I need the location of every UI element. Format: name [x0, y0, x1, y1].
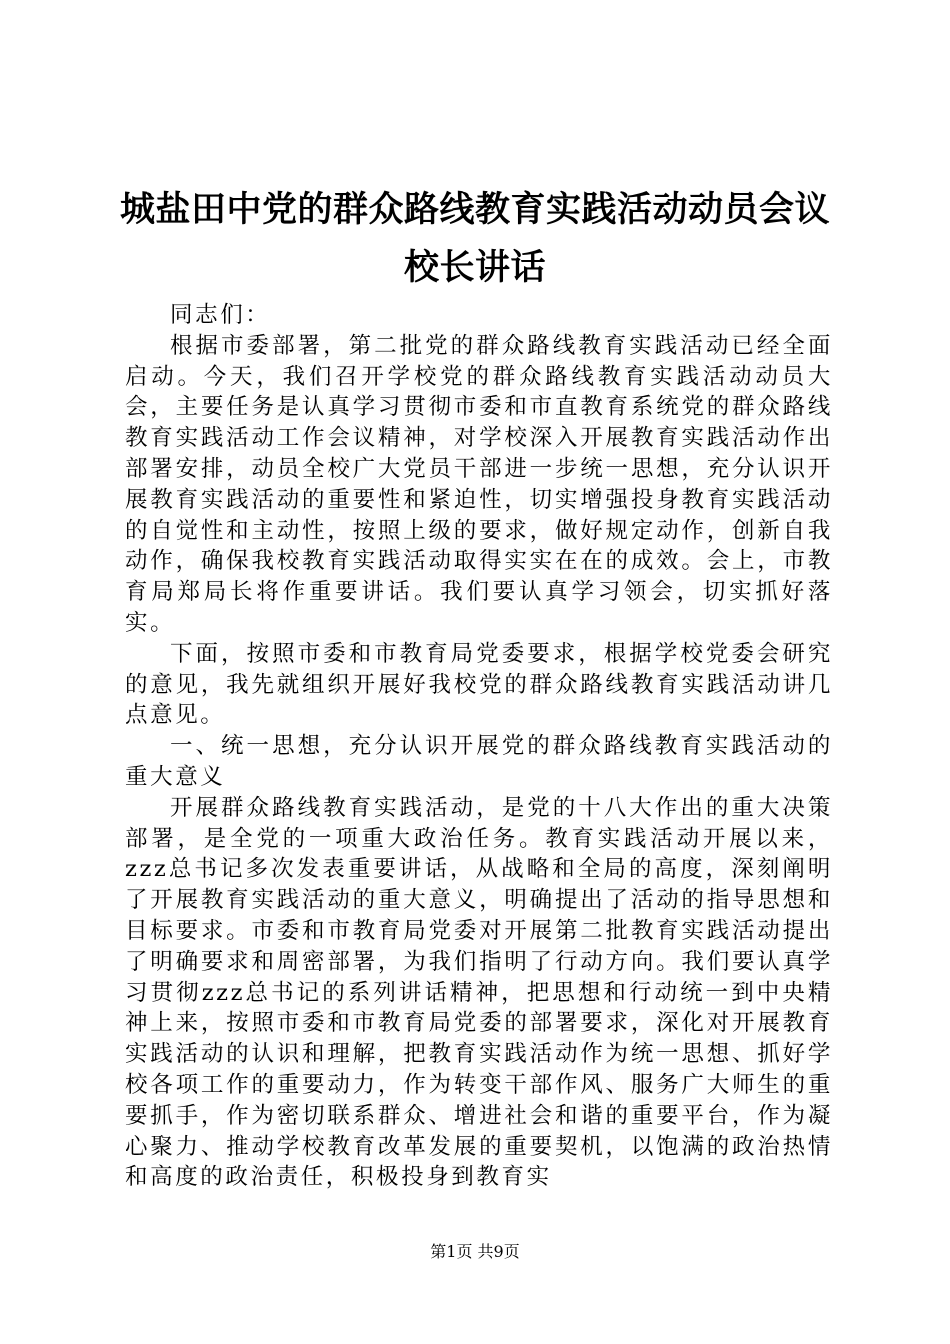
document-title-line-2: 校长讲话: [403, 247, 546, 288]
paragraph: 根据市委部署，第二批党的群众路线教育实践活动已经全面启动。今天，我们召开学校党的群众路线教育实践活动动员大会，主要任务是认真学习贯彻市委和市直教育系统党的群众路线教育实践活动工作会议精神，对学校深入开展教育实践活动作出部署安排，动员全校广大党员干部进一步统一思想，充分认识开展教育实践活动的重要性和紧迫性，切实增强投身教育实践活动的自觉性和主动性，按照上级的要求，做好规定动作，创新自我动作，确保我校教育实践活动取得实实在在的成效。会上，市教育局郑局长将作重要讲话。我们要认真学习领会，切实抓好落实。: [125, 332, 833, 636]
salutation: 同志们：: [170, 302, 271, 328]
page-number-footer: 第1页 共9页: [430, 1242, 520, 1261]
paragraph: 下面，按照市委和市教育局党委要求，根据学校党委会研究的意见，我先就组织开展好我校党的群众路线教育实践活动讲几点意见。: [125, 640, 833, 729]
document-title-line-1: 城盐田中党的群众路线教育实践活动动员会议: [119, 189, 830, 230]
document-body: [125, 300, 833, 1193]
section-heading: 一、统一思想，充分认识开展党的群众路线教育实践活动的重大意义: [125, 733, 833, 790]
paragraph: 开展群众路线教育实践活动，是党的十八大作出的重大决策部署，是全党的一项重大政治任务。教育实践活动开展以来，zzz总书记多次发表重要讲话，从战略和全局的高度，深刻阐明了开展教育实践活动的重大意义，明确提出了活动的指导思想和目标要求。市委和市教育局党委对开展第二批教育实践活动提出了明确要求和周密部署，为我们指明了行动方向。我们要认真学习贯彻zzz总书记的系列讲话精神，把思想和行动统一到中央精神上来，按照市委和市教育局党委的部署要求，深化对开展教育实践活动的认识和理解，把教育实践活动作为统一思想、抓好学校各项工作的重要动力，作为转变干部作风、服务广大师生的重要抓手，作为密切联系群众、增进社会和谐的重要平台，作为凝心聚力、推动学校教育改革发展的重要契机，以饱满的政治热情和高度的政治责任，积极投身到教育实: [125, 794, 833, 1191]
